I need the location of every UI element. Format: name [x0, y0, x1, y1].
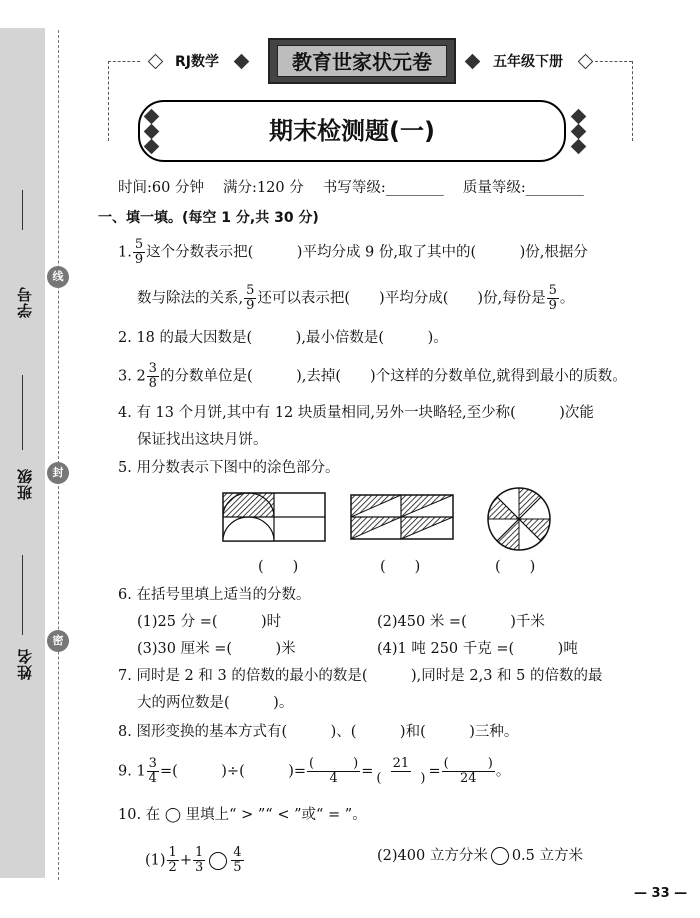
- subject-badge: RJ数学: [175, 54, 219, 70]
- q10-item-2: (2)400 立方分米 0.5 立方米: [377, 848, 583, 864]
- dash-right: [595, 61, 632, 62]
- compare-circle-icon: [491, 847, 509, 865]
- exam-title: 期末检测题(一): [138, 100, 566, 162]
- answer-paren-2: ( ): [380, 559, 421, 575]
- figure-pie-circle: [486, 486, 552, 552]
- question-7-line1: 7. 同时是 2 和 3 的倍数的最小的数是( ),同时是 2,3 和 5 的倍数的最: [118, 668, 603, 684]
- section-heading: 一、填一填。(每空 1 分,共 30 分): [98, 210, 319, 226]
- question-7-line2: 大的两位数是( )。: [137, 695, 294, 711]
- q6-item-1: (1)25 分 =( )时: [137, 614, 282, 630]
- fraction: $\frac{3}{8}$: [148, 361, 157, 391]
- fraction: $\frac{1}{2}$: [168, 845, 177, 875]
- figure-half-circle: [222, 492, 326, 542]
- binding-strip: [0, 28, 45, 878]
- exam-info: 时间:60 分钟 满分:120 分 书写等级:________ 质量等级:________: [118, 180, 584, 196]
- question-3: 3. 2 $\frac{3}{8}$ 的分数单位是( ),去掉( )个这样的分数单位,就得到最小的质数。: [118, 361, 627, 391]
- question-1-line1: 1. $\frac{5}{9}$ 这个分数表示把( )平均分成 9 份,取了其中的( )份,根据分: [118, 237, 588, 267]
- ornament-icon: [148, 54, 164, 70]
- fraction: $\frac{5}{9}$: [134, 237, 144, 267]
- question-2: 2. 18 的最大因数是( ),最小倍数是( )。: [118, 330, 448, 346]
- fraction: $\frac{1}{3}$: [194, 845, 204, 875]
- seal-secret: 密: [47, 630, 69, 652]
- fraction: $\frac{3}{4}$: [148, 756, 157, 786]
- dash-left: [108, 61, 140, 62]
- class-label: 班级: [16, 468, 34, 500]
- question-10: 10. 在 ◯ 里填上“ > ”“ < ”或“ = ”。: [118, 807, 367, 823]
- fraction: $\frac{5}{9}$: [548, 283, 557, 313]
- dash-left-v: [108, 61, 109, 141]
- figure-triangles: [350, 494, 454, 540]
- ornament-icon: [234, 54, 250, 70]
- diamond-icon: [571, 109, 587, 125]
- name-label: 姓名: [16, 648, 34, 680]
- fraction: $\frac{5}{9}$: [246, 283, 255, 313]
- q10-item-1: (1) $\frac{1}{2}$ + $\frac{1}{3}$ $\frac{4}{5}$: [145, 845, 242, 875]
- ornament-icon: [578, 54, 594, 70]
- brand-plaque: [268, 38, 456, 84]
- question-6: 6. 在括号里填上适当的分数。: [118, 587, 311, 603]
- question-4-line1: 4. 有 13 个月饼,其中有 12 块质量相同,另外一块略轻,至少称( )次能: [118, 405, 594, 421]
- dash-right-v: [632, 61, 633, 141]
- diamond-icon: [571, 139, 587, 155]
- question-4-line2: 保证找出这块月饼。: [137, 432, 268, 448]
- seal-seal: 封: [47, 462, 69, 484]
- student-id-label: 学号: [16, 286, 34, 318]
- question-1-line2: 数与除法的关系, $\frac{5}{9}$ 还可以表示把( )平均分成( )份,每份是 $\frac{5}{9}$ 。: [137, 283, 575, 313]
- fraction: $\frac{( )}{4}$: [309, 756, 359, 786]
- fraction: $\frac{21}{( )}$: [376, 756, 426, 786]
- page-number: — 33 —: [634, 886, 688, 901]
- compare-circle-icon: [209, 852, 227, 870]
- fraction: $\frac{4}{5}$: [233, 845, 242, 875]
- name-line: [22, 555, 23, 635]
- question-5: 5. 用分数表示下图中的涂色部分。: [118, 460, 340, 476]
- q6-item-2: (2)450 米 =( )千米: [377, 614, 545, 630]
- answer-paren-3: ( ): [495, 559, 536, 575]
- id-line: [22, 190, 23, 230]
- fraction: $\frac{( )}{24}$: [443, 756, 493, 786]
- q6-item-3: (3)30 厘米 =( )米: [137, 641, 296, 657]
- ornament-icon: [465, 54, 481, 70]
- q6-item-4: (4)1 吨 250 千克 =( )吨: [377, 641, 578, 657]
- class-line: [22, 375, 23, 450]
- cut-line: [58, 30, 59, 880]
- question-9: 9. 1 $\frac{3}{4}$ =( )÷( )= $\frac{( )}{4}$ = $\frac{21}{( )}$ = $\frac{( )}{24}$ 。: [118, 756, 511, 786]
- question-8: 8. 图形变换的基本方式有( )、( )和( )三种。: [118, 724, 519, 740]
- brand-name: 教育世家状元卷: [277, 45, 447, 77]
- seal-line: 线: [47, 266, 69, 288]
- answer-paren-1: ( ): [258, 559, 299, 575]
- grade-badge: 五年级下册: [493, 54, 563, 70]
- diamond-icon: [571, 124, 587, 140]
